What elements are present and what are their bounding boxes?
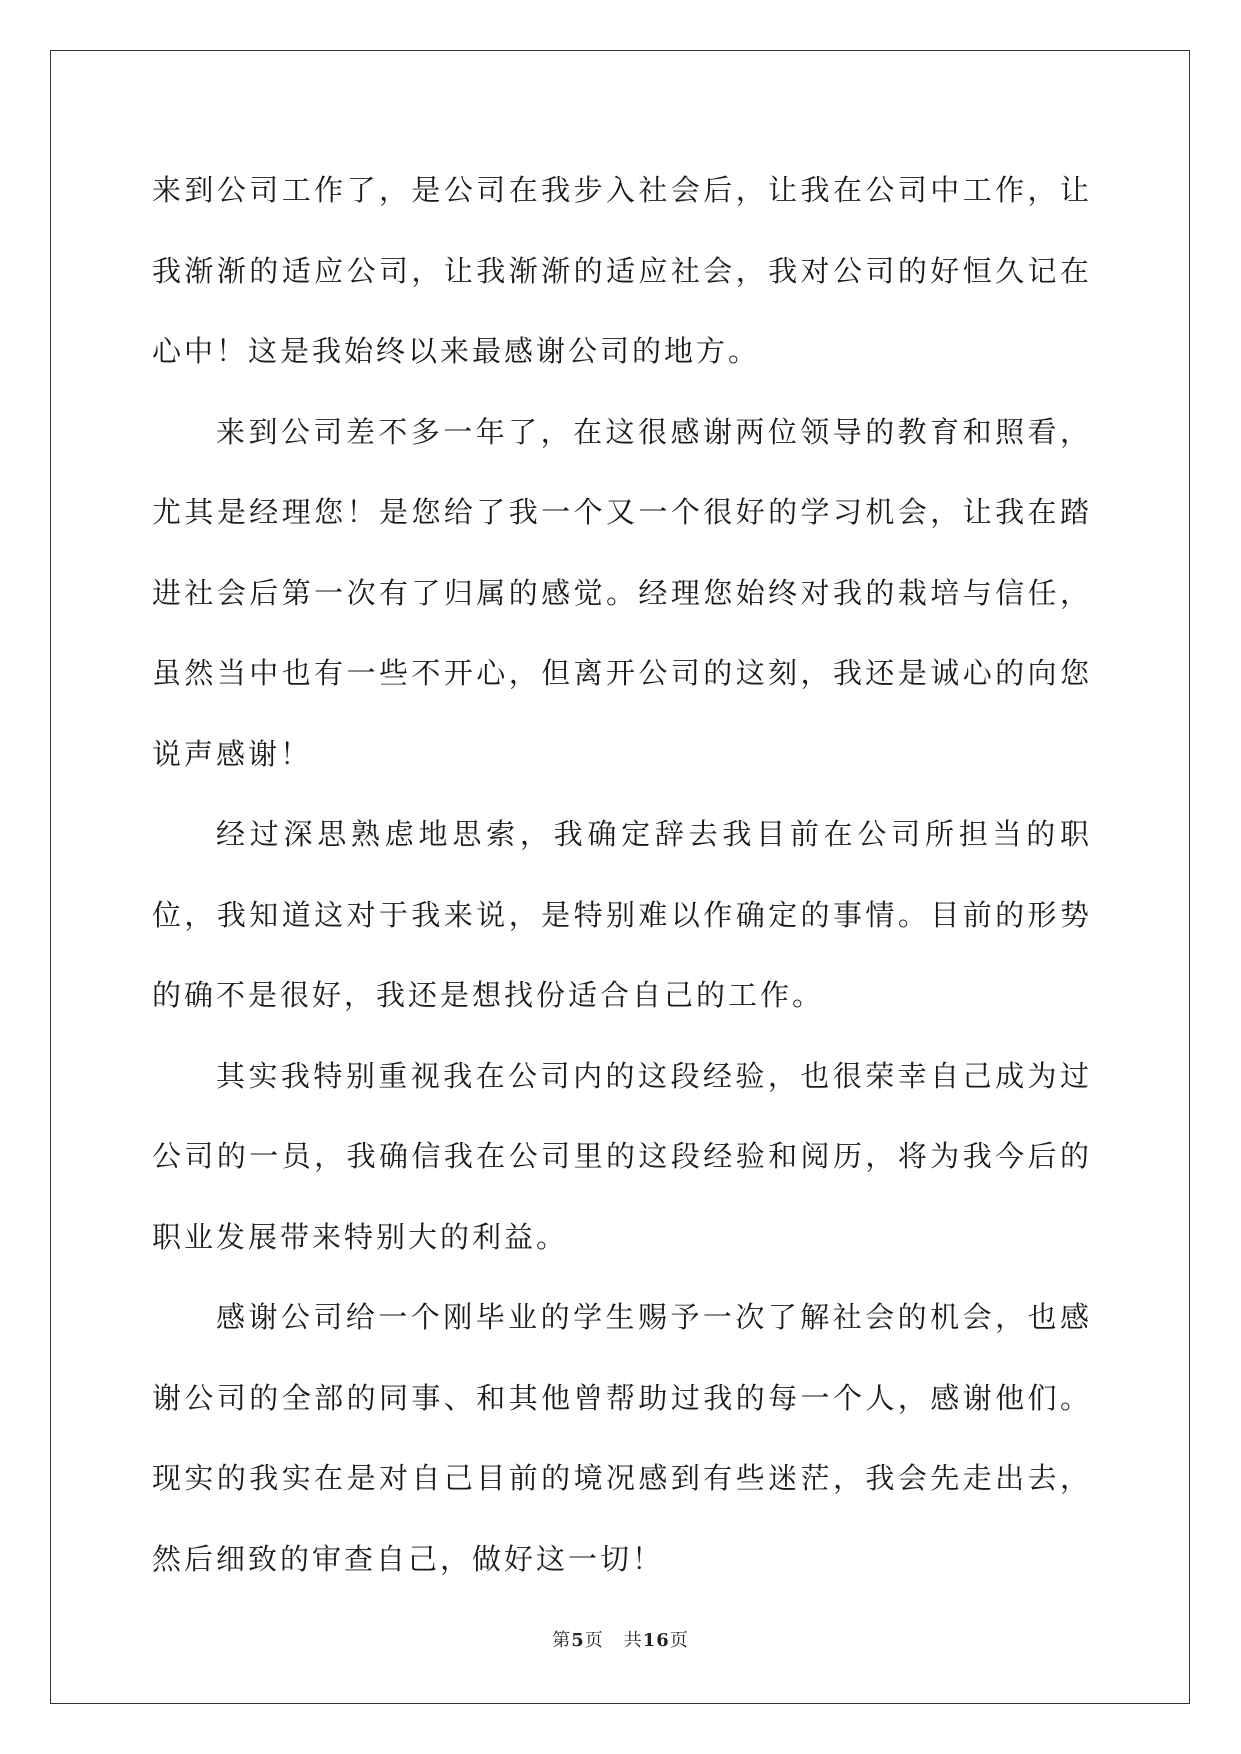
paragraph-3: 经过深思熟虑地思索，我确定辞去我目前在公司所担当的职位，我知道这对于我来说，是特别难以作确定的事情。目前的形势的确不是很好，我还是想找份适合自己的工作。 [152, 817, 1092, 1012]
page-footer [0, 1626, 1241, 1652]
page-prefix: 第 [552, 1630, 572, 1651]
paragraph-4: 其实我特别重视我在公司内的这段经验，也很荣幸自己成为过公司的一员，我确信我在公司里的这段经验和阅历，将为我今后的职业发展带来特别大的利益。 [152, 1058, 1092, 1254]
page-number: 5 [571, 1630, 585, 1651]
total-prefix: 共 [623, 1630, 643, 1651]
paragraph-1: 来到公司工作了，是公司在我步入社会后，让我在公司中工作，让我渐渐的适应公司，让我渐渐的适应社会，我对公司的好恒久记在心中！这是我始终以来最感谢公司的地方。 [152, 173, 1092, 368]
total-pages: 16 [642, 1630, 670, 1651]
document-body [152, 150, 1092, 1599]
paragraph-5: 感谢公司给一个刚毕业的学生赐予一次了解社会的机会，也感谢公司的全部的同事、和其他曾帮助过我的每一个人，感谢他们。现实的我实在是对自己目前的境况感到有些迷茫，我会先走出去，然后细致的审查自己，做好这一切！ [152, 1300, 1092, 1576]
paragraph-2: 来到公司差不多一年了，在这很感谢两位领导的教育和照看，尤其是经理您！是您给了我一个又一个很好的学习机会，让我在踏进社会后第一次有了归属的感觉。经理您始终对我的栽培与信任，虽然当中也有一些不开心，但离开公司的这刻，我还是诚心的向您说声感谢！ [152, 414, 1092, 771]
page-suffix: 页 [584, 1630, 604, 1651]
total-suffix: 页 [669, 1630, 689, 1651]
